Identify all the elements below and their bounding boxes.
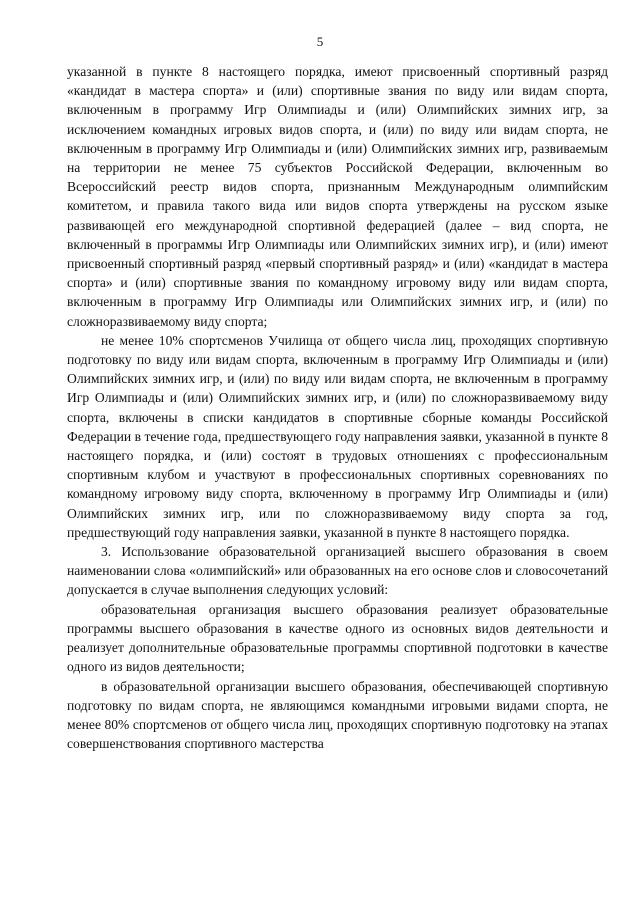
paragraph: 3. Использование образовательной организацией высшего образования в своем наименовании слова «олимпийский» или образованных на его основе слов и словосочетаний допускается в случае выполнения следующих условий:	[67, 544, 608, 598]
paragraph: в образовательной организации высшего образования, обеспечивающей спортивную подготовку по видам спорта, не являющимся командными игровыми видами спорта, не менее 80% спортсменов от общего числа лиц, проходящих спортивную подготовку на этапах совершенствования спортивного мастерства	[67, 678, 608, 752]
paragraph: образовательная организация высшего образования реализует образовательные программы высшего образования в качестве одного из основных видов деятельности и реализует дополнительные образовательные программы спортивной подготовки в качестве одного из видов деятельности;	[67, 601, 608, 675]
page-number: 5	[316, 34, 324, 49]
paragraph: не менее 10% спортсменов Училища от общего числа лиц, проходящих спортивную подготовку по виду или видам спорта, включенным в программу Игр Олимпиады и (или) Олимпийских зимних игр, и (или) по виду или видам спорта, не включенным в программу Игр Олимпиады и (или) Олимпийских зимних игр, и (или) по сложноразвиваемому виду спорта, включены в списки кандидатов в спортивные сборные команды Российской Федерации в течение года, предшествующего году направления заявки, указанной в пункте 8 настоящего порядка, и (или) состоят в трудовых отношениях с профессиональным спортивным клубом и участвуют в профессиональных спортивных соревнованиях по командному игровому виду спорта, включенному в программу Игр Олимпиады и (или) Олимпийских зимних игр, или по сложноразвиваемому виду спорта за год, предшествующий году направления заявки, указанной в пункте 8 настоящего порядка.	[67, 332, 608, 540]
paragraph: указанной в пункте 8 настоящего порядка, имеют присвоенный спортивный разряд «кандидат в мастера спорта» и (или) спортивные звания по виду или видам спорта, включенным в программу Игр Олимпиады и (или) Олимпийских зимних игр, за исключением командных игровых видов спорта, и (или) по виду или видам спорта, не включенным в программу Игр Олимпиады и (или) Олимпийских зимних игр, развиваемым на территории не менее 75 субъектов Российской Федерации, включенным во Всероссийский реестр видов спорта, признанным Международным олимпийским комитетом, и правила такого вида или видов спорта утверждены на русском языке развивающей его международной спортивной федерацией (далее – вид спорта, не включенный в программы Игр Олимпиады или Олимпийских зимних игр), и (или) имеют присвоенный спортивный разряд «первый спортивный разряд» и (или) «кандидат в мастера спорта» и (или) спортивные звания по командному игровому виду или видам спорта, включенным в программу Игр Олимпиады или Олимпийских зимних игр, и (или) по сложноразвиваемому виду спорта;	[67, 64, 608, 329]
document-body	[67, 62, 608, 753]
